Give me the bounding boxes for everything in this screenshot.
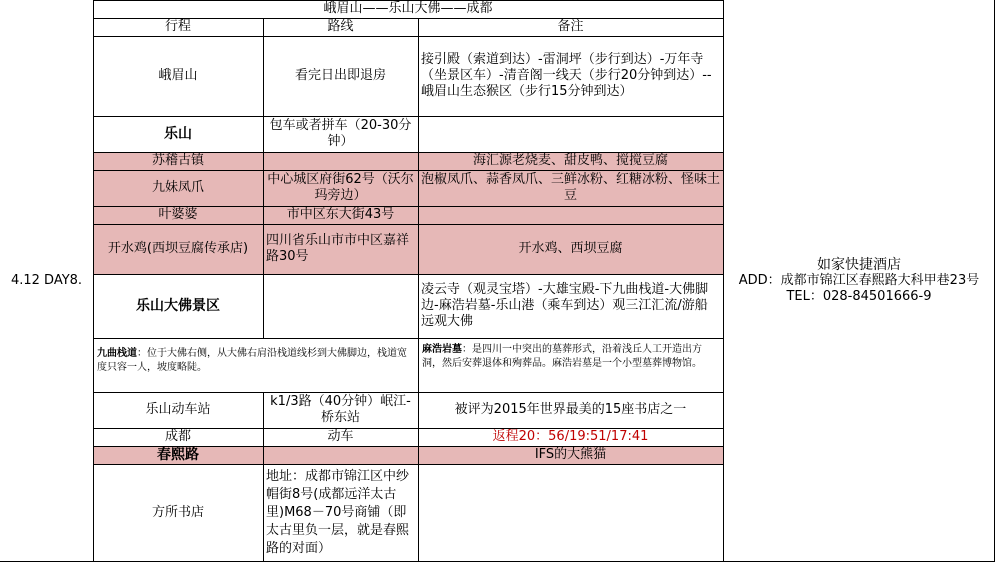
header-route: 路线 <box>327 19 354 34</box>
hotel-address: ADD：成都市锦江区春熙路大科甲巷23号 <box>738 273 980 288</box>
row-route: 看完日出即退房 <box>294 68 386 83</box>
hotel-tel: TEL：028-84501666-9 <box>786 289 932 304</box>
row-notes: 接引殿（索道到达）-雷洞坪（步行到达）-万年寺（坐景区车）-清音阁一线天（步行20分钟到达）--峨眉山生态猴区（步行15分钟到达） <box>421 52 712 99</box>
row-itinerary: 乐山 <box>164 126 192 142</box>
row-itinerary: 乐山动车站 <box>145 402 211 417</box>
row-itinerary: 峨眉山 <box>158 68 198 83</box>
row-itinerary: 九妹凤爪 <box>151 180 204 195</box>
note-jiuqu-title: 九曲栈道 <box>97 348 137 359</box>
row-notes: 海汇源老烧麦、甜皮鸭、搅搅豆腐 <box>472 153 668 168</box>
hotel-name: 如家快捷酒店 <box>817 257 901 273</box>
day-label: 4.12 DAY8. <box>10 273 83 288</box>
note-mahao <box>419 339 722 391</box>
row-itinerary: 开水鸡(西坝豆腐传承店) <box>107 241 249 256</box>
header-notes: 备注 <box>557 19 584 34</box>
note-jiuqu <box>94 339 417 391</box>
row-notes: 返程20：56/19:51/17:41 <box>492 429 649 444</box>
row-route: 动车 <box>327 429 354 444</box>
row-notes: 泡椒凤爪、蒜香凤爪、三鲜冰粉、红糖冰粉、怪味土豆 <box>421 172 721 203</box>
row-route: 市中区东大街43号 <box>286 207 395 222</box>
row-notes: 开水鸡、西坝豆腐 <box>518 241 623 256</box>
note-mahao-title: 麻浩岩墓 <box>422 344 462 355</box>
row-itinerary: 乐山大佛景区 <box>136 298 220 314</box>
row-notes: 凌云寺（观灵宝塔）-大雄宝殿-下九曲栈道-大佛脚边-麻浩岩墓-乐山港（乘车到达）观三江汇流/游船远观大佛 <box>421 282 709 329</box>
row-itinerary: 成都 <box>164 429 191 444</box>
note-jiuqu-text: ：位于大佛右侧，从大佛右肩沿栈道线杉到大佛脚边，栈道宽度只容一人，坡度略陡。 <box>97 348 407 373</box>
note-mahao-text: ：是四川一中突出的墓葬形式，沿着浅丘人工开造出方洞，然后安葬退体和殉葬品。麻浩岩墓是一个小型墓葬博物馆。 <box>422 344 702 369</box>
row-notes: IFS的大熊猫 <box>534 447 607 462</box>
row-route: 中心城区府街62号（沃尔玛旁边） <box>267 172 414 203</box>
hotel-info <box>724 0 994 562</box>
row-route: 包车或者拼车（20-30分钟） <box>269 118 412 149</box>
row-itinerary: 春熙路 <box>157 447 199 463</box>
row-itinerary: 方所书店 <box>151 504 204 520</box>
row-itinerary: 苏稽古镇 <box>151 153 204 168</box>
row-route: 地址：成都市锦江区中纱帽街8号(成都远洋太古里)M68－70号商铺（即太古里负一层，就是春熙路的对面） <box>266 468 410 556</box>
table-title: 峨眉山——乐山大佛——成都 <box>323 1 493 16</box>
row-itinerary: 叶婆婆 <box>158 207 198 222</box>
row-notes: 被评为2015年世界最美的15座书店之一 <box>454 402 687 417</box>
row-route: k1/3路（40分钟）岷江-桥东站 <box>270 394 411 425</box>
row-route: 四川省乐山市市中区嘉祥路30号 <box>266 233 410 264</box>
header-itinerary: 行程 <box>164 19 191 34</box>
